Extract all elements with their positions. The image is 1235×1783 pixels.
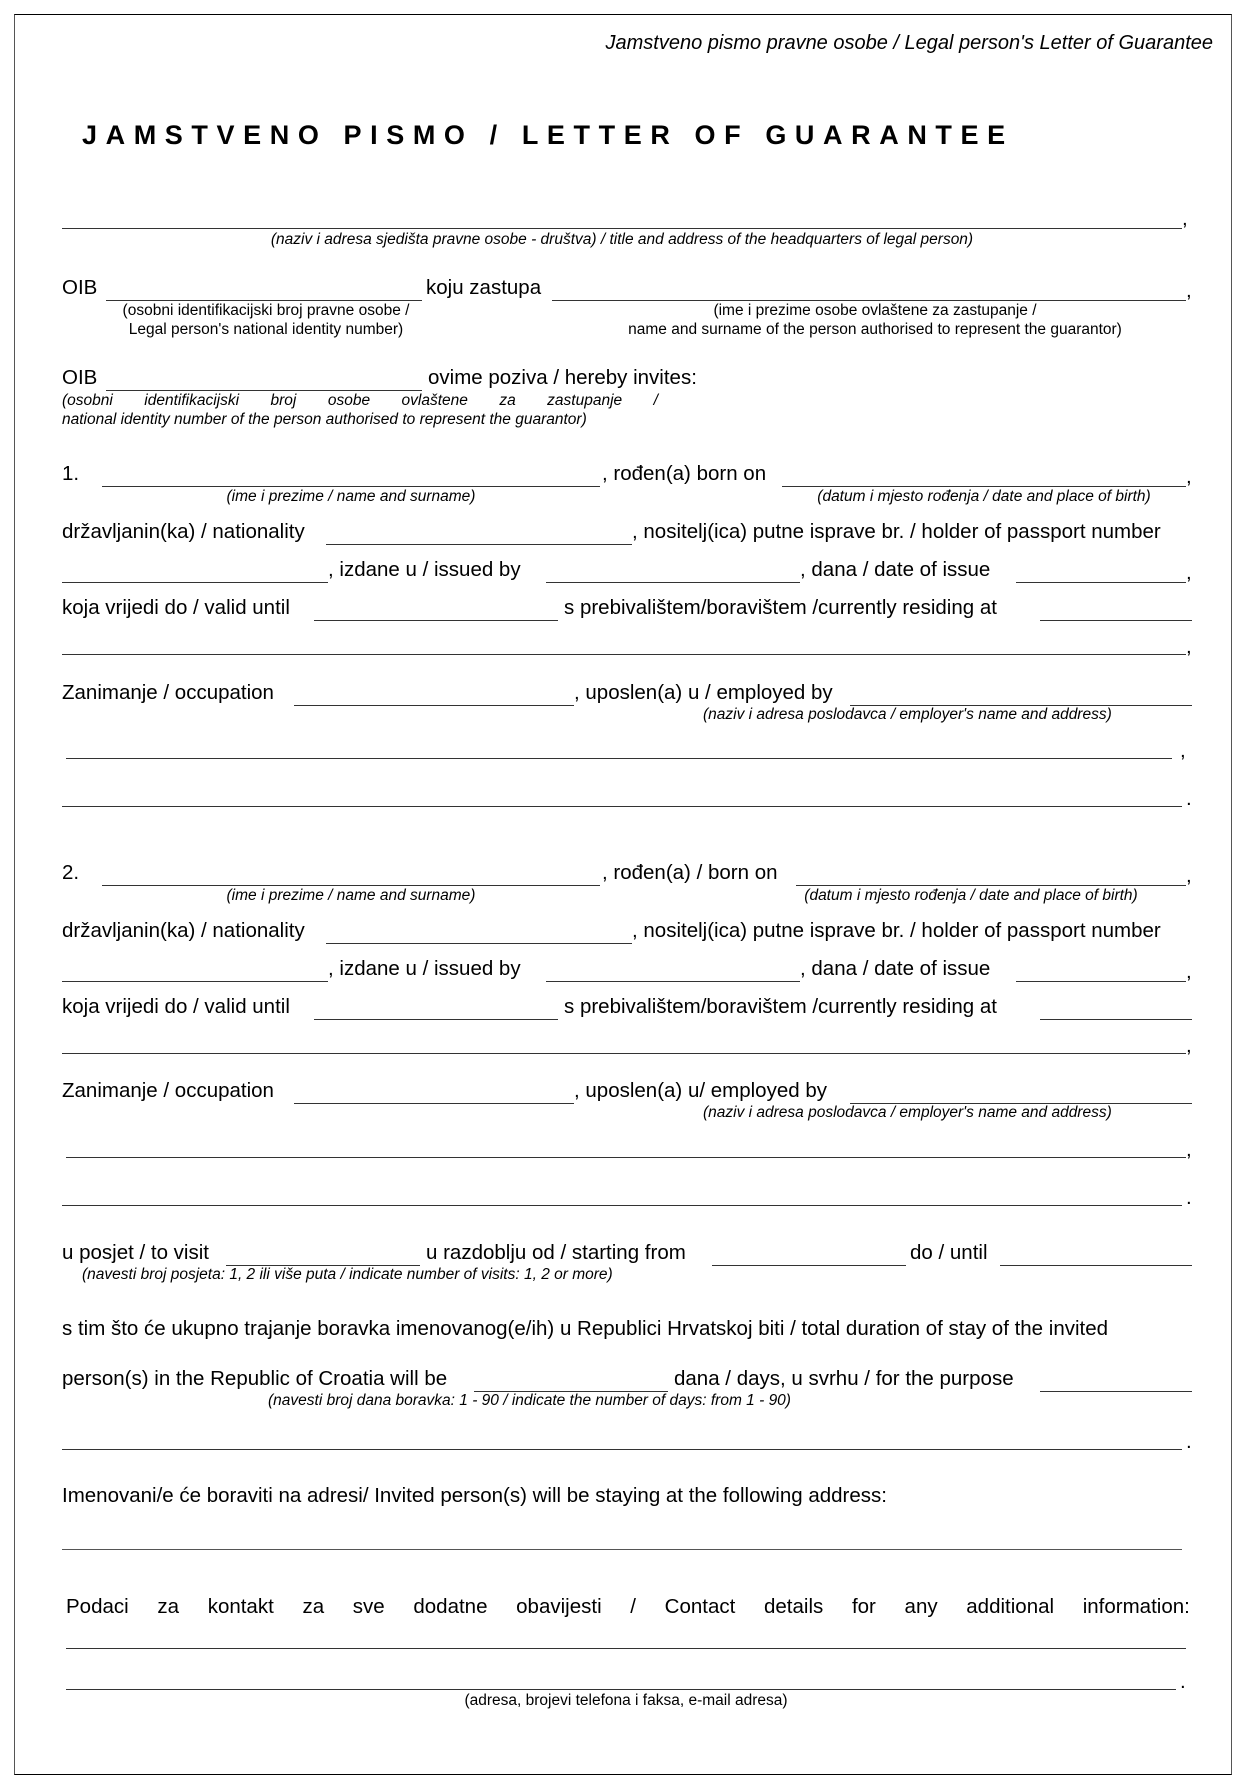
field-underline [62, 654, 1186, 655]
birth-hint: (datum i mjesto rođenja / date and place of birth) [804, 887, 1138, 904]
address-label: Imenovani/e će boraviti na adresi/ Invited person(s) will be staying at the following address: [62, 1484, 887, 1507]
employer-hint: (naziv i adresa poslodavca / employer's name and address) [703, 706, 1112, 723]
field-underline [66, 1689, 1176, 1690]
person-2-employer-input[interactable] [850, 1077, 1196, 1103]
field-underline [712, 1265, 906, 1266]
person-1-employer-input[interactable] [850, 679, 1196, 705]
duration-text-line2: person(s) in the Republic of Croatia will be [62, 1367, 448, 1390]
name-hint: (ime i prezime / name and surname) [226, 887, 476, 904]
punctuation: , [1186, 279, 1192, 302]
name-hint: (ime i prezime / name and surname) [226, 488, 476, 505]
occupation-label: Zanimanje / occupation [62, 681, 274, 704]
stay-address-input[interactable] [62, 1523, 1186, 1549]
person-2-birth-input[interactable] [796, 859, 1190, 885]
field-underline [294, 705, 574, 706]
person-1-name-input[interactable] [102, 460, 604, 486]
contact-details-continued-input[interactable] [66, 1663, 1180, 1689]
representative-oib-input[interactable] [106, 364, 426, 390]
field-underline [102, 486, 600, 487]
purpose-input[interactable] [1040, 1365, 1196, 1391]
punctuation: , [1186, 561, 1192, 584]
starting-from-label: u razdoblju od / starting from [426, 1241, 686, 1264]
representative-oib-hint-line2: national identity number of the person authorised to represent the guarantor) [62, 411, 587, 428]
field-underline [1016, 582, 1186, 583]
field-underline [62, 1053, 1186, 1054]
birth-hint: (datum i mjesto rođenja / date and place of birth) [817, 488, 1151, 505]
punctuation: . [1180, 1670, 1186, 1693]
representative-name-input[interactable] [552, 274, 1190, 300]
field-underline [546, 981, 800, 982]
field-underline [294, 1103, 574, 1104]
page-title: JAMSTVENO PISMO / LETTER OF GUARANTEE [82, 120, 1014, 150]
passport-label: , nositelj(ica) putne isprave br. / holder of passport number [632, 520, 1161, 543]
field-underline [62, 806, 1182, 807]
field-underline [796, 885, 1186, 886]
field-underline [66, 1648, 1186, 1649]
stay-days-input[interactable] [474, 1365, 672, 1391]
invites-label: ovime poziva / hereby invites: [428, 366, 697, 389]
born-label: , rođen(a) / born on [602, 861, 778, 884]
person-1-occupation-input[interactable] [294, 679, 578, 705]
punctuation: , [1182, 207, 1188, 230]
person-1-passport-number-input[interactable] [62, 556, 332, 582]
person-number: 1. [62, 462, 80, 485]
person-1-residence-input[interactable] [1040, 594, 1196, 620]
field-underline [66, 1157, 1186, 1158]
contact-details-input[interactable] [66, 1622, 1190, 1648]
person-2-passport-number-input[interactable] [62, 955, 332, 981]
field-underline [782, 486, 1186, 487]
person-2-employer-continued-input[interactable] [66, 1131, 1190, 1157]
purpose-continued-input[interactable] [62, 1423, 1186, 1449]
issued-by-label: , izdane u / issued by [328, 558, 521, 581]
punctuation: , [1186, 635, 1192, 658]
person-2-valid-until-input[interactable] [314, 993, 562, 1019]
field-underline [102, 885, 600, 886]
days-purpose-label: dana / days, u svrhu / for the purpose [674, 1367, 1014, 1390]
visits-count-input[interactable] [226, 1239, 424, 1265]
field-underline [62, 228, 1182, 229]
person-2-occupation-input[interactable] [294, 1077, 578, 1103]
field-underline [1040, 1019, 1192, 1020]
residing-label: s prebivalištem/boravištem /currently residing at [564, 995, 997, 1018]
oib-hint-line2: Legal person's national identity number) [128, 321, 404, 338]
field-underline [326, 943, 632, 944]
contact-hint: (adresa, brojevi telefona i faksa, e-mail adresa) [464, 1692, 788, 1709]
person-1-residence-continued-input[interactable] [62, 628, 1190, 654]
field-underline [314, 1019, 558, 1020]
nationality-label: državljanin(ka) / nationality [62, 520, 305, 543]
contact-label: Podaci za kontakt za sve dodatne obavijesti / Contact details for any additional information: [66, 1595, 1190, 1618]
field-underline [1016, 981, 1186, 982]
field-underline [106, 390, 422, 391]
occupation-label: Zanimanje / occupation [62, 1079, 274, 1102]
punctuation: . [1186, 1186, 1192, 1209]
oib-label: OIB [62, 276, 98, 299]
valid-until-label: koja vrijedi do / valid until [62, 995, 290, 1018]
issue-date-label: , dana / date of issue [800, 957, 991, 980]
person-1-valid-until-input[interactable] [314, 594, 562, 620]
employed-by-label: , uposlen(a) u / employed by [574, 681, 833, 704]
visits-hint: (navesti broj posjeta: 1, 2 ili više puta / indicate number of visits: 1, 2 or more) [82, 1266, 613, 1283]
days-hint: (navesti broj dana boravka: 1 - 90 / indicate the number of days: from 1 - 90) [268, 1392, 791, 1409]
person-2-issue-date-input[interactable] [1016, 955, 1190, 981]
person-1-nationality-input[interactable] [326, 518, 636, 544]
field-underline [62, 981, 328, 982]
representative-oib-label: OIB [62, 366, 98, 389]
punctuation: , [1186, 465, 1192, 488]
represented-by-label: koju zastupa [426, 276, 542, 299]
field-underline [314, 620, 558, 621]
field-underline [62, 1205, 1182, 1206]
person-2-issued-by-input[interactable] [546, 955, 804, 981]
nationality-label: državljanin(ka) / nationality [62, 919, 305, 942]
born-label: , rođen(a) born on [602, 462, 767, 485]
person-1-employer-continued-input[interactable] [66, 732, 1176, 758]
valid-until-label: koja vrijedi do / valid until [62, 596, 290, 619]
oib-hint-line1: (osobni identifikacijski broj pravne osobe / [122, 302, 410, 319]
punctuation: . [1186, 787, 1192, 810]
punctuation: , [1186, 1034, 1192, 1057]
field-underline [62, 582, 328, 583]
field-underline [106, 300, 422, 301]
person-2-residence-continued-input[interactable] [62, 1027, 1190, 1053]
person-number: 2. [62, 861, 80, 884]
person-1-birth-input[interactable] [782, 460, 1190, 486]
to-visit-label: u posjet / to visit [62, 1241, 209, 1264]
field-underline [1040, 1391, 1192, 1392]
punctuation: , [1186, 1138, 1192, 1161]
person-2-residence-input[interactable] [1040, 993, 1196, 1019]
field-underline [1000, 1265, 1192, 1266]
person-1-employer-continued-2-input[interactable] [62, 780, 1186, 806]
punctuation: , [1186, 960, 1192, 983]
company-name-address-input[interactable] [62, 203, 1186, 229]
punctuation: , [1180, 739, 1186, 762]
start-date-input[interactable] [712, 1239, 910, 1265]
punctuation: , [1186, 864, 1192, 887]
residing-label: s prebivalištem/boravištem /currently residing at [564, 596, 997, 619]
company-oib-input[interactable] [106, 274, 426, 300]
field-underline [62, 1549, 1182, 1550]
punctuation: . [1186, 1430, 1192, 1453]
field-underline [62, 1449, 1182, 1450]
field-underline [552, 300, 1186, 301]
field-underline [326, 544, 632, 545]
person-1-issued-by-input[interactable] [546, 556, 804, 582]
person-2-name-input[interactable] [102, 859, 604, 885]
employer-hint: (naziv i adresa poslodavca / employer's name and address) [703, 1104, 1112, 1121]
representative-hint-line1: (ime i prezime osobe ovlaštene za zastupanje / [713, 302, 1037, 319]
end-date-input[interactable] [1000, 1239, 1196, 1265]
employed-by-label: , uposlen(a) u/ employed by [574, 1079, 827, 1102]
issued-by-label: , izdane u / issued by [328, 957, 521, 980]
person-2-nationality-input[interactable] [326, 917, 636, 943]
representative-hint-line2: name and surname of the person authorised to represent the guarantor) [628, 321, 1122, 338]
until-label: do / until [910, 1241, 988, 1264]
field-underline [66, 758, 1172, 759]
representative-oib-hint-line1: (osobni identifikacijski broj osobe ovlaštene za zastupanje / [62, 392, 658, 409]
duration-text-line1: s tim što će ukupno trajanje boravka imenovanog(e/ih) u Republici Hrvatskoj biti / total duration of stay of the invited [62, 1317, 1109, 1340]
field-underline [1040, 620, 1192, 621]
issue-date-label: , dana / date of issue [800, 558, 991, 581]
passport-label: , nositelj(ica) putne isprave br. / holder of passport number [632, 919, 1161, 942]
document-header: Jamstveno pismo pravne osobe / Legal person's Letter of Guarantee [605, 32, 1213, 54]
person-2-employer-continued-2-input[interactable] [62, 1179, 1186, 1205]
person-1-issue-date-input[interactable] [1016, 556, 1190, 582]
field-underline [546, 582, 800, 583]
company-hint: (naziv i adresa sjedišta pravne osobe - društva) / title and address of the headquarters of legal person) [270, 231, 974, 248]
